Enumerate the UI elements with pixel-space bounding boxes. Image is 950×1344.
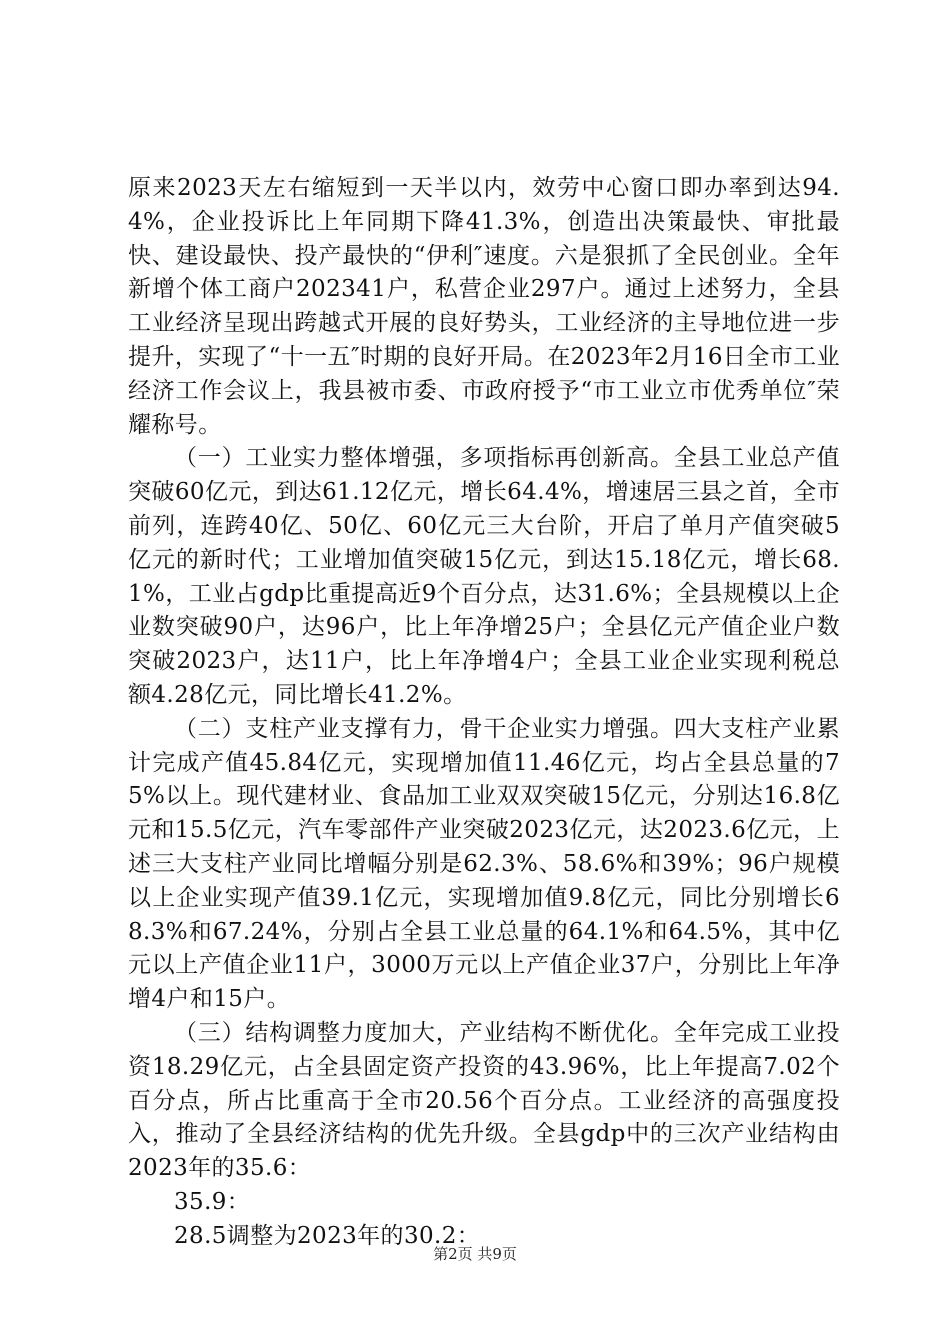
page-footer: 第2页 共9页 xyxy=(433,1245,517,1263)
paragraph-section-two: （二）支柱产业支撑有力，骨干企业实力增强。四大支柱产业累计完成产值45.84亿元，实现增加值11.46亿元，均占全县总量的75%以上。现代建材业、食品加工业双双突破15亿元，分别达16.8亿元和15.5亿元，汽车零部件产业突破2023亿元，达2023.6亿元，上述三大支柱产业同比增幅分别是62.3%、58.6%和39%；96户规模以上企业实现产值39.1亿元，实现增加值9.8亿元，同比分别增长68.3%和67.24%，分别占全县工业总量的64.1%和64.5%，其中亿元以上产值企业11户，3000万元以上产值企业37户，分别比上年净增4户和15户。 xyxy=(128,715,840,1013)
paragraph-ratio-line-2: 28.5调整为2023年的30.2： xyxy=(174,1222,481,1249)
paragraph-section-one: （一）工业实力整体增强，多项指标再创新高。全县工业总产值突破60亿元，到达61.12亿元，增长64.4%，增速居三县之首，全市前列，连跨40亿、50亿、60亿元三大台阶，开启了单月产值突破5亿元的新时代；工业增加值突破15亿元，到达15.18亿元，增长68.1%，工业占gdp比重提高近9个百分点，达31.6%；全县规模以上企业数突破90户，达96户，比上年净增25户；全县亿元产值企业户数突破2023户，达11户，比上年净增4户；全县工业企业实现利税总额4.28亿元，同比增长41.2%。 xyxy=(128,445,840,708)
paragraph-intro: 原来2023天左右缩短到一天半以内，效劳中心窗口即办率到达94.4%，企业投诉比上年同期下降41.3%，创造出决策最快、审批最快、建设最快、投产最快的“伊利″速度。六是狠抓了全民创业。全年新增个体工商户202341户，私营企业297户。通过上述努力，全县工业经济呈现出跨越式开展的良好势头，工业经济的主导地位进一步提升，实现了“十一五″时期的良好开局。在2023年2月16日全市工业经济工作会议上，我县被市委、市政府授予“市工业立市优秀单位″荣耀称号。 xyxy=(128,175,840,438)
paragraph-ratio-line-1: 35.9： xyxy=(174,1188,251,1215)
document-body xyxy=(128,172,840,1254)
paragraph-section-three: （三）结构调整力度加大，产业结构不断优化。全年完成工业投资18.29亿元，占全县固定资产投资的43.96%，比上年提高7.02个百分点，所占比重高于全市20.56个百分点。工业经济的高强度投入，推动了全县经济结构的优先升级。全县gdp中的三次产业结构由2023年的35.6： xyxy=(128,1019,840,1182)
